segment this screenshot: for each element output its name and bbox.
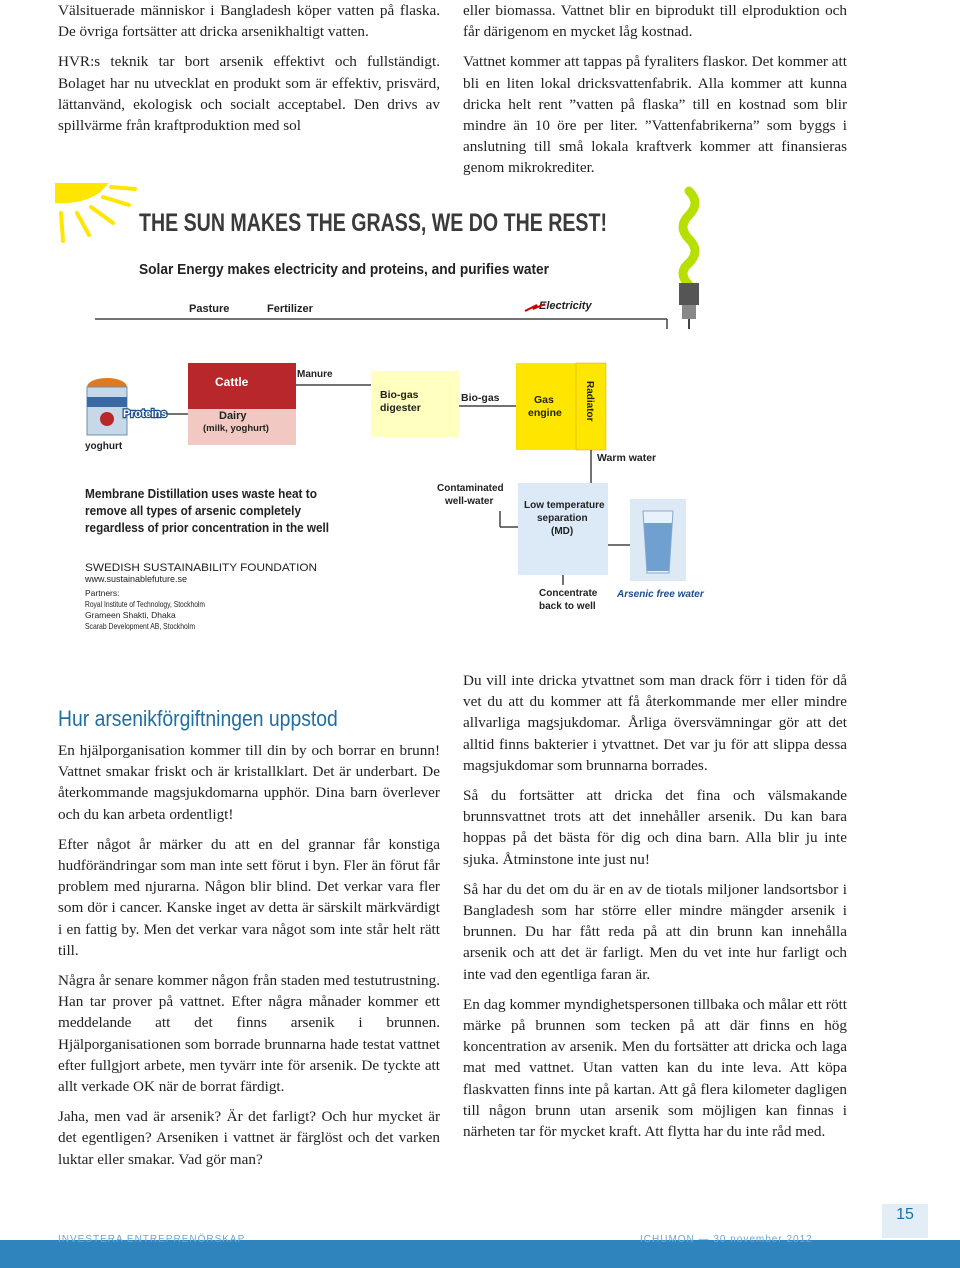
membrane-text: regardless of prior concentration in the well	[85, 520, 329, 535]
paragraph: Välsituerade människor i Bangladesh köper vatten på flaska. De övriga fortsätter att dricka arsenikhaltigt vatten.	[58, 2, 440, 41]
yoghurt-label: yoghurt	[85, 441, 123, 452]
water-glass-icon	[630, 499, 686, 581]
dairy-label: Dairy	[219, 410, 247, 422]
footer-right-text: ICHUMON — 30 november 2012	[640, 1234, 813, 1245]
md-label: (MD)	[551, 526, 574, 537]
membrane-text: remove all types of arsenic completely	[85, 503, 302, 518]
radiator-label: Radiator	[584, 381, 595, 422]
paragraph: Så du fortsätter att dricka det fina och välsmakande brunnsvattnet trots att det innehåller arsenik. Du kan bara hoppas på det bästa för dig och dina barn. Alla blir ju inte sjuka. Åtminstone inte just nu!	[463, 787, 847, 868]
diagram-title: THE SUN MAKES THE GRASS, WE DO THE REST!	[139, 209, 607, 237]
paragraph: Några år senare kommer någon från staden med testutrustning. Han tar prover på vattnet. Efter några månader kommer ett meddelande att det finns arsenik i brunnen. Hjälporganisationen som borrade brunnarna hade testat vattnet efter fullgjort arbete, men tyvärr inte för arsenik. De tyckte att allt verkade OK när de borrat färdigt.	[58, 972, 440, 1096]
footer-left-text: INVESTERA ENTREPRENÖRSKAP	[58, 1234, 246, 1245]
bottom-right-column	[463, 670, 847, 1151]
contaminated-label: Contaminated	[437, 483, 504, 494]
light-bulb-icon	[679, 191, 699, 329]
solar-energy-diagram	[55, 183, 727, 635]
proteins-label: Proteins	[123, 408, 168, 420]
diagram-subtitle: Solar Energy makes electricity and proteins, and purifies water	[139, 261, 550, 278]
paragraph: En hjälporganisation kommer till din by och borrar en brunn! Vattnet smakar friskt och är kristallklart. Det är underbart. De återkommande magsjukdomarna upphör. Dina barn överlever och du kan arbeta ordentligt!	[58, 742, 440, 823]
paragraph: HVR:s teknik tar bort arsenik effektivt och fullständigt. Bolaget har nu utvecklat en produkt som är effektiv, prisvärd, lättanvänd, ekologisk och socialt acceptabel. Den drivs av spillvärme från kraftproduktion med sol	[58, 53, 440, 135]
partner-item: Grameen Shakti, Dhaka	[85, 610, 176, 620]
md-label: separation	[537, 513, 588, 524]
top-right-column	[463, 0, 847, 188]
concentrate-label: Concentrate	[539, 588, 598, 599]
gas-engine-label: Gas	[534, 394, 554, 406]
arsenic-free-label: Arsenic free water	[617, 589, 704, 600]
partner-item: Royal Institute of Technology, Stockholm	[85, 599, 205, 609]
md-label: Low temperature	[524, 500, 605, 511]
digester-label: digester	[380, 402, 421, 414]
membrane-text: Membrane Distillation uses waste heat to	[85, 486, 318, 501]
concentrate-label: back to well	[539, 601, 596, 612]
sun-icon	[55, 183, 135, 241]
manure-label: Manure	[297, 369, 333, 380]
section-heading: Hur arsenikförgiftningen uppstod	[58, 706, 338, 731]
gas-engine-label: engine	[528, 407, 562, 419]
partners-label: Partners:	[85, 588, 120, 598]
fertilizer-label: Fertilizer	[267, 303, 313, 315]
foundation-name: SWEDISH SUSTAINABILITY FOUNDATION	[85, 562, 318, 574]
top-left-column	[58, 0, 440, 145]
paragraph: Jaha, men vad är arsenik? Är det farligt? Och hur mycket är det egentligen? Arseniken i vattnet är färglöst och det varken luktar eller smakar. Vad gör man?	[58, 1108, 440, 1168]
biogas-label: Bio-gas	[461, 392, 500, 404]
paragraph: Så har du det om du är en av de tiotals miljoner landsortsbor i Bangladesh som har större eller mindre mängder arsenik i brunnen. Du har fått reda på att din brunn kan innehålla arsenik och att det är farligt. Men du vet inte hur farligt och inte vad den egentliga faran är.	[463, 880, 847, 983]
foundation-website: www.sustainablefuture.se	[85, 574, 188, 584]
pasture-label: Pasture	[189, 303, 230, 315]
paragraph: Vattnet kommer att tappas på fyraliters flaskor. Det kommer att bli en liten lokal dricksvattenfabrik. Alla kommer att kunna dricka helt rent ”vatten på flaska” till en kostnad som blir mindre än 10 öre per liter. ”Vattenfabrikerna” som byggs i anslutning till små lokala kraftverk kommer att finansieras genom mikrokrediter.	[463, 53, 847, 177]
cattle-label: Cattle	[215, 375, 249, 389]
paragraph: En dag kommer myndighetspersonen tillbaka och målar ett rött märke på brunnen som tecken på att där finns en hög koncentration av arsenik. Men du fortsätter att dricka och laga mat med vattnet. Utan vatten kan du inte leva. Att köpa flaskvatten finns inte på kartan. Att gå flera kilometer dagligen till någon brunn utan arsenik som möjligen kan finnas i närheten tar för mycket kraft. Att flytta har du inte råd med.	[463, 995, 847, 1141]
paragraph: Du vill inte dricka ytvattnet som man drack förr i tiden för då vet du att du kommer att få återkommande mer eller mindre allvarliga magsjukdomar. Årliga översvämningar gör att det alltid finns bakterier i ytvattnet. Det var ju för att slippa dessa magsjukdomar som brunnarna borrades.	[463, 672, 847, 774]
electricity-label: Electricity	[539, 300, 592, 312]
digester-label: Bio-gas	[380, 389, 419, 401]
yoghurt-cup-icon	[87, 378, 127, 435]
page-number: 15	[896, 1206, 914, 1223]
warm-water-label: Warm water	[597, 452, 657, 464]
paragraph: Efter något år märker du att en del grannar får konstiga hudförändringar som man inte sett förut i byn. Fler än förut får problem med njurarna. Någon blir blind. Det verkar vara fler som dör i cancer. Kanske inget av detta är särskilt märkvärdigt i en fattig by. Men det verkar vara något som inte står helt rätt till.	[58, 835, 440, 959]
dairy-sub-label: (milk, yoghurt)	[203, 423, 269, 434]
bottom-left-column	[58, 706, 440, 1179]
paragraph: eller biomassa. Vattnet blir en biprodukt till elproduktion och får därigenom en mycket låg kostnad.	[463, 2, 847, 41]
partner-item: Scarab Development AB, Stockholm	[85, 621, 195, 631]
contaminated-label: well-water	[445, 496, 494, 507]
